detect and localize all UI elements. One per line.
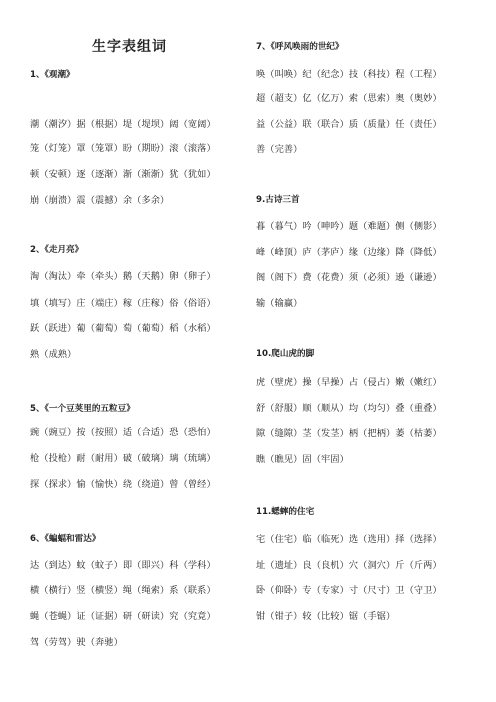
- word-line: 舒（舒服）顺（顺从）均（均匀）叠（重叠）: [256, 403, 442, 414]
- word-line: 蝇（苍蝇）证（证据）研（研读）究（究竟）: [30, 611, 216, 622]
- word-line: 超（超支）亿（亿万）索（思索）奥（奥妙）: [256, 93, 442, 104]
- word-line: 址（遗址）良（良机）穴（洞穴）斤（斤两）: [256, 560, 442, 571]
- word-line: 探（探求）愉（愉快）绕（绕道）曾（曾经）: [30, 479, 216, 490]
- word-line: 隙（缝隙）茎（发茎）柄（把柄）萎（枯萎）: [256, 428, 442, 439]
- word-line: 暮（暮气）吟（呻吟）题（难题）侧（侧影）: [256, 221, 442, 232]
- word-line: 枪（投枪）耐（耐用）破（破璃）璃（琉璃）: [30, 453, 216, 464]
- section-heading: 5、《一个豆荚里的五粒豆》: [30, 404, 135, 414]
- word-line: 瞧（瞧见）固（牢固）: [256, 454, 349, 465]
- word-line: 输（输赢）: [256, 298, 303, 309]
- word-line: 崩（崩溃）震（震撼）余（多余）: [30, 195, 170, 206]
- section-heading: 11.蟋蟀的住宅: [256, 507, 315, 517]
- word-line: 熟（成熟）: [30, 349, 77, 360]
- word-line: 横（横行）竖（横竖）绳（绳索）系（联系）: [30, 585, 216, 596]
- word-line: 填（填写）庄（端庄）稼（庄稼）俗（俗语）: [30, 298, 216, 309]
- word-line: 潮（潮汐）据（根据）堤（堤坝）阔（宽阔）: [30, 119, 216, 130]
- word-line: 唤（叫唤）纪（纪念）技（科技）程（工程）: [256, 69, 442, 80]
- word-line: 驾（劳驾）驶（奔驰）: [30, 637, 123, 648]
- word-line: 淘（淘汰）牵（牵头）鹅（天鹅）卵（卵子）: [30, 271, 216, 282]
- word-line: 卧（仰卧）专（专家）寸（尺寸）卫（守卫）: [256, 585, 442, 596]
- word-line: 跃（跃进）葡（葡萄）萄（葡萄）稻（水稻）: [30, 323, 216, 334]
- word-line: 豌（豌豆）按（按照）适（合适）恐（恐怕）: [30, 427, 216, 438]
- word-line: 达（到达）蚊（蚊子）即（即兴）科（学科）: [30, 560, 216, 571]
- word-line: 益（公益）联（联合）质（质量）任（责任）: [256, 119, 442, 130]
- word-line: 顿（安顿）逐（逐渐）渐（渐渐）犹（犹如）: [30, 169, 216, 180]
- page-title: 生字表组词: [92, 39, 167, 55]
- word-line: 宅（住宅）临（临死）选（选用）择（选择）: [256, 534, 442, 545]
- section-heading: 7、《呼风唤雨的世纪》: [256, 42, 344, 52]
- word-line: 钳（钳子）较（比较）锯（手锯）: [256, 611, 396, 622]
- word-line: 阁（阁下）费（花费）须（必须）逊（谦逊）: [256, 272, 442, 283]
- section-heading: 6、《蝙蝠和雷达》: [30, 534, 101, 544]
- word-line: 善（完善）: [256, 144, 303, 155]
- section-heading: 10.爬山虎的脚: [256, 349, 315, 359]
- word-line: 虎（壁虎）操（早操）占（侵占）嫩（嫩红）: [256, 377, 442, 388]
- word-line: 峰（峰顶）庐（茅庐）缘（边缘）降（降低）: [256, 247, 442, 258]
- word-line: 笼（灯笼）罩（笼罩）盼（期盼）滚（滚落）: [30, 143, 216, 154]
- section-heading: 1、《观潮》: [30, 70, 75, 80]
- section-heading: 9.古诗三首: [256, 195, 300, 205]
- section-heading: 2、《走月亮》: [30, 245, 84, 255]
